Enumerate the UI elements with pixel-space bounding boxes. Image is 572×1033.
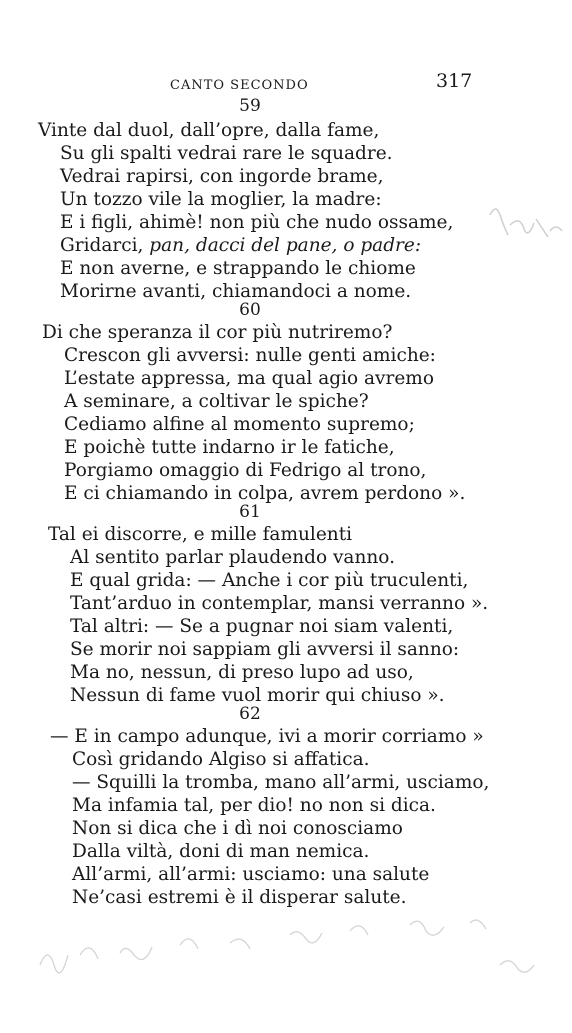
verse-line: Nessun di fame vuol morir qui chiuso ». — [70, 685, 445, 706]
verse-line: Ma infamia tal, per dio! no non si dica. — [72, 795, 436, 816]
margin-scribble-right — [480, 195, 570, 265]
verse-line: Porgiamo omaggio di Fedrigo al trono, — [64, 460, 427, 481]
verse-line: A seminare, a coltivar le spiche? — [64, 391, 369, 412]
verse-line: Al sentito parlar plaudendo vanno. — [70, 547, 395, 568]
verse-line: Ma no, nessun, di preso lupo ad uso, — [70, 662, 414, 683]
verse-line: Gridarci, pan, dacci del pane, o padre: — [60, 235, 422, 256]
verse-line: All’armi, all’armi: usciamo: una salute — [72, 864, 430, 885]
verse-line: Su gli spalti vedrai rare le squadre. — [60, 143, 393, 164]
stanza-number: 60 — [239, 300, 261, 320]
verse-line: — E in campo adunque, ivi a morir corriamo » — [50, 726, 484, 747]
stanza-number: 59 — [239, 96, 261, 116]
verse-line: Così gridando Algiso si affatica. — [72, 749, 370, 770]
margin-scribble-bottom — [30, 905, 550, 995]
verse-line: Tant’arduo in contemplar, mansi verranno ». — [70, 593, 489, 614]
verse-line: L’estate appressa, ma qual agio avremo — [64, 368, 434, 389]
page-number: 317 — [436, 70, 473, 92]
verse-line: Vinte dal duol, dall’opre, dalla fame, — [38, 120, 380, 141]
verse-line: Vedrai rapirsi, con ingorde brame, — [60, 166, 384, 187]
verse-line: Di che speranza il cor più nutriremo? — [42, 322, 393, 343]
verse-line: Crescon gli avversi: nulle genti amiche: — [64, 345, 436, 366]
stanza-number: 61 — [239, 502, 261, 522]
stanza-number: 62 — [239, 704, 261, 724]
verse-line: Dalla viltà, doni di man nemica. — [72, 841, 370, 862]
verse-line: Se morir noi sappiam gli avversi il sanno: — [70, 639, 460, 660]
verse-line: Cediamo alfine al momento supremo; — [64, 414, 415, 435]
verse-line: E ci chiamando in colpa, avrem perdono ». — [64, 483, 466, 504]
verse-line: — Squilli la tromba, mano all’armi, usciamo, — [72, 772, 490, 793]
verse-line: Ne’casi estremi è il disperar salute. — [72, 887, 407, 908]
verse-line: E non averne, e strappando le chiome — [60, 258, 416, 279]
verse-line: Tal ei discorre, e mille famulenti — [48, 524, 353, 545]
verse-line: Morirne avanti, chiamandoci a nome. — [60, 281, 412, 302]
running-title: CANTO SECONDO — [170, 78, 309, 93]
verse-line: E poichè tutte indarno ir le fatiche, — [64, 437, 395, 458]
italic-speech: pan, dacci del pane, o padre: — [149, 235, 422, 256]
verse-line: Tal altri: — Se a pugnar noi siam valenti, — [70, 616, 454, 637]
verse-line: Non si dica che i dì noi conosciamo — [72, 818, 403, 839]
verse-line: Un tozzo vile la moglier, la madre: — [60, 189, 382, 210]
verse-line: E i figli, ahimè! non più che nudo ossame, — [60, 212, 454, 233]
verse-line: E qual grida: — Anche i cor più truculenti, — [70, 570, 469, 591]
